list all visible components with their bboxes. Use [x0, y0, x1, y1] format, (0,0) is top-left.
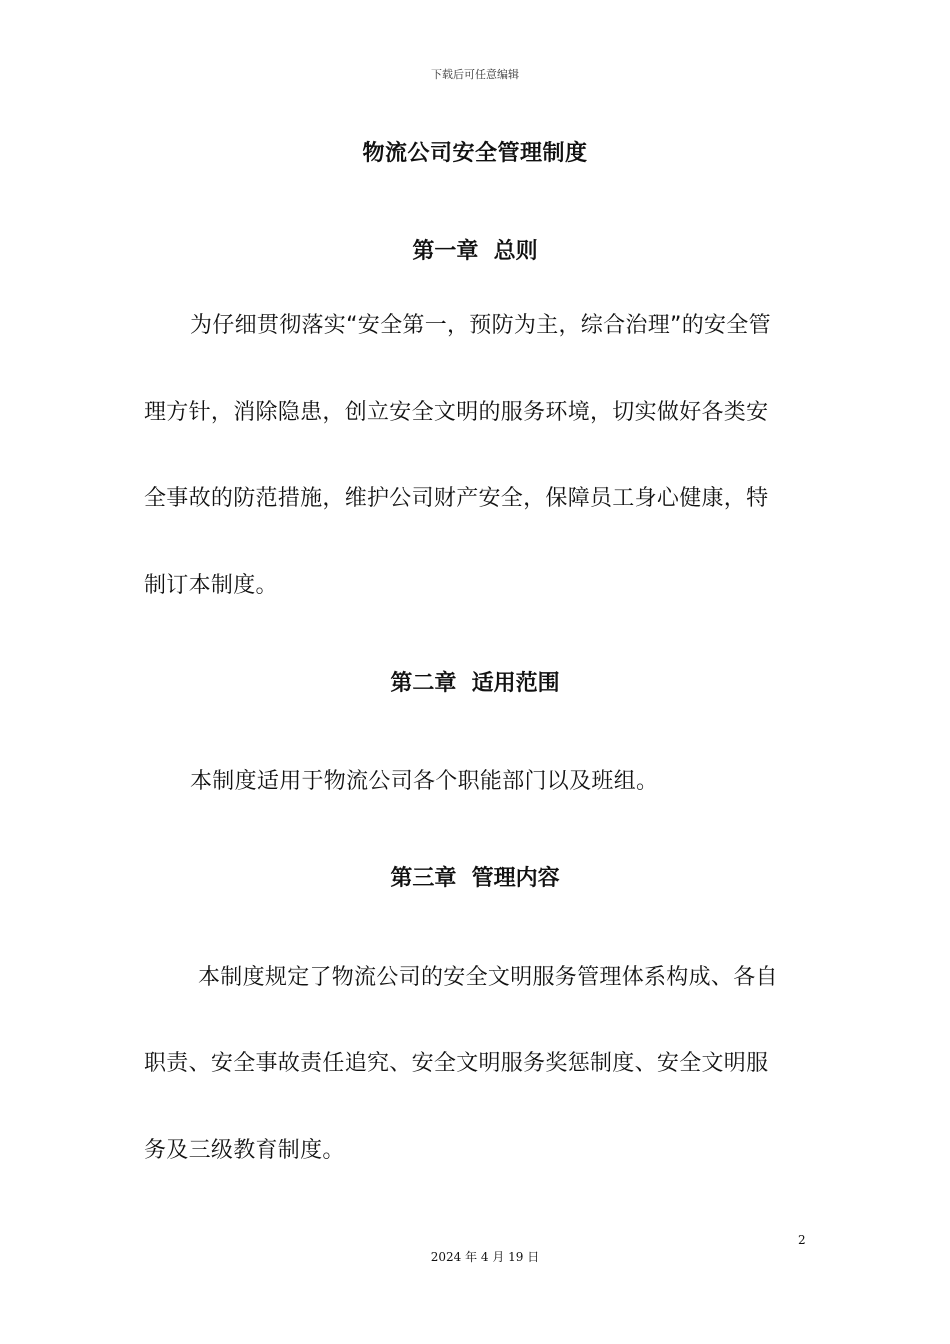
chapter-2-heading: 第二章 适用范围 — [390, 671, 560, 696]
chapter-2-paragraph-line: 本制度适用于物流公司各个职能部门以及班组。 — [190, 769, 659, 794]
chapter-3-paragraph-line: 本制度规定了物流公司的安全文明服务管理体系构成、各自 — [198, 965, 778, 990]
page-footer-date: 2024 年 4 月 19 日 — [430, 1250, 540, 1264]
chapter-1-paragraph-line: 为仔细贯彻落实“安全第一，预防为主，综合治理”的安全管 — [190, 313, 771, 338]
chapter-1-paragraph-line: 理方针，消除隐患，创立安全文明的服务环境，切实做好各类安 — [144, 400, 769, 425]
chapter-3-heading: 第三章 管理内容 — [390, 866, 560, 891]
chapter-1-paragraph-line: 全事故的防范措施，维护公司财产安全，保障员工身心健康，特 — [144, 486, 769, 511]
document-title: 物流公司安全管理制度 — [362, 141, 588, 166]
page-header: 下载后可任意编辑 — [431, 68, 519, 81]
chapter-1-paragraph-line: 制订本制度。 — [144, 573, 278, 598]
chapter-3-paragraph-line: 职责、安全事故责任追究、安全文明服务奖惩制度、安全文明服 — [144, 1051, 769, 1076]
chapter-1-heading: 第一章 总则 — [412, 239, 538, 264]
chapter-3-paragraph-line: 务及三级教育制度。 — [144, 1138, 345, 1163]
page-number: 2 — [798, 1233, 806, 1247]
